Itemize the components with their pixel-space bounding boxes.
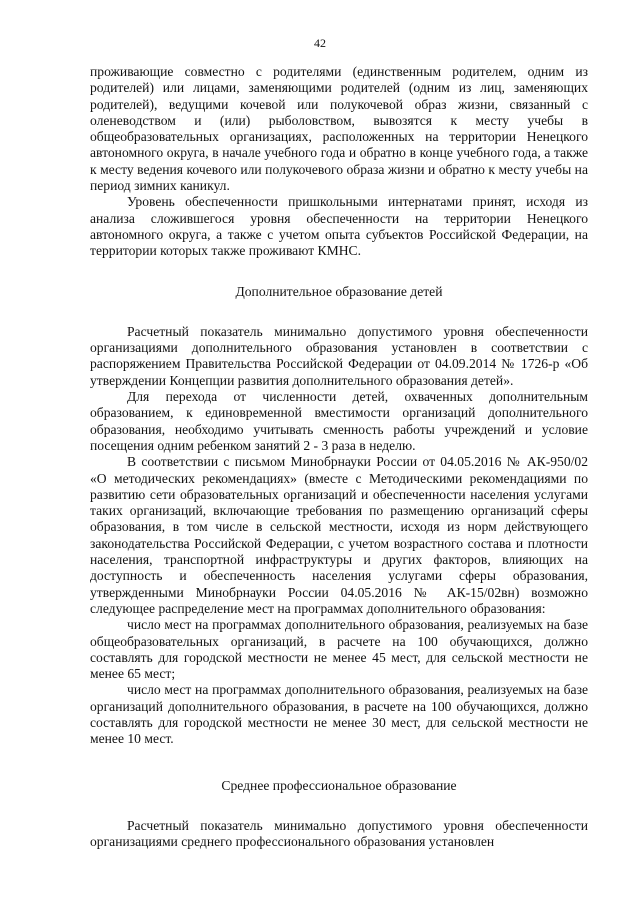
paragraph-continuation: проживающие совместно с родителями (единственным родителем, одним из родителей) или лицами, заменяющими родителей (одним из лиц, заменяющих родителей), ведущими кочевой или полукочевой образ жизни, связанный с оленеводством и (или) рыболовством, вывозятся к месту учебы в общеобразовательных организациях, расположенных на территории Ненецкого автономного округа, в начале учебного года и обратно в конце учебного года, а также к месту ведения кочевого или полукочевого образа жизни и обратно к месту учебы на период зимних каникул. bbox=[90, 64, 588, 194]
paragraph-general-schools-places: число мест на программах дополнительного образования, реализуемых на базе общеобразовательных организаций, в расчете на 100 обучающихся, должно составлять для городской местности не менее 45 мест, для сельской местности не менее 65 мест; bbox=[90, 617, 588, 682]
section-heading-additional-education: Дополнительное образование детей bbox=[235, 283, 443, 299]
section-heading-vocational-education: Среднее профессиональное образование bbox=[221, 777, 457, 793]
paragraph-vocational-indicator: Расчетный показатель минимально допустимого уровня обеспеченности организациями среднего профессионального образования установлен bbox=[90, 817, 588, 850]
page-number: 42 bbox=[314, 36, 326, 50]
paragraph-additional-organizations-places: число мест на программах дополнительного образования, реализуемых на базе организаций дополнительного образования, в расчете на 100 обучающихся, должно составлять для городской местности не менее 30 мест, для сельской местности не менее 10 мест. bbox=[90, 682, 588, 747]
paragraph-boarding-schools: Уровень обеспеченности пришкольными интернатами принят, исходя из анализа сложившегося уровня обеспеченности на территории Ненецкого автономного округа, а также с учетом опыта субъектов Российской Федерации, на территории которых также проживают КМНС. bbox=[90, 194, 588, 259]
paragraph-ministry-letter: В соответствии с письмом Минобрнауки России от 04.05.2016 № АК-950/02 «О методических рекомендациях» (вместе с Методическими рекомендациями по развитию сети образовательных организаций и обеспеченности населения услугами таких организаций, включающие требования по размещению организаций сферы образования, в том числе в сельской местности, исходя из норм действующего законодательства Российской Федерации, с учетом возрастного состава и плотности населения, транспортной инфраструктуры и других факторов, влияющих на доступность и обеспеченность населения услугами сферы образования, утвержденными Минобрнауки России 04.05.2016 № АК-15/02вн) возможно следующее распределение мест на программах дополнительного образования: bbox=[90, 454, 588, 616]
paragraph-additional-education-indicator: Расчетный показатель минимально допустимого уровня обеспеченности организациями дополнительного образования установлен в соответствии с распоряжением Правительства Российской Федерации от 04.09.2014 № 1726-р «Об утверждении Концепции развития дополнительного образования детей». bbox=[90, 323, 588, 388]
paragraph-capacity-transition: Для перехода от численности детей, охваченных дополнительным образованием, к единовременной вместимости организаций дополнительного образования, необходимо учитывать сменность работы учреждений и условие посещения одним ребенком занятий 2 - 3 раза в неделю. bbox=[90, 389, 588, 453]
page-content bbox=[90, 64, 588, 850]
